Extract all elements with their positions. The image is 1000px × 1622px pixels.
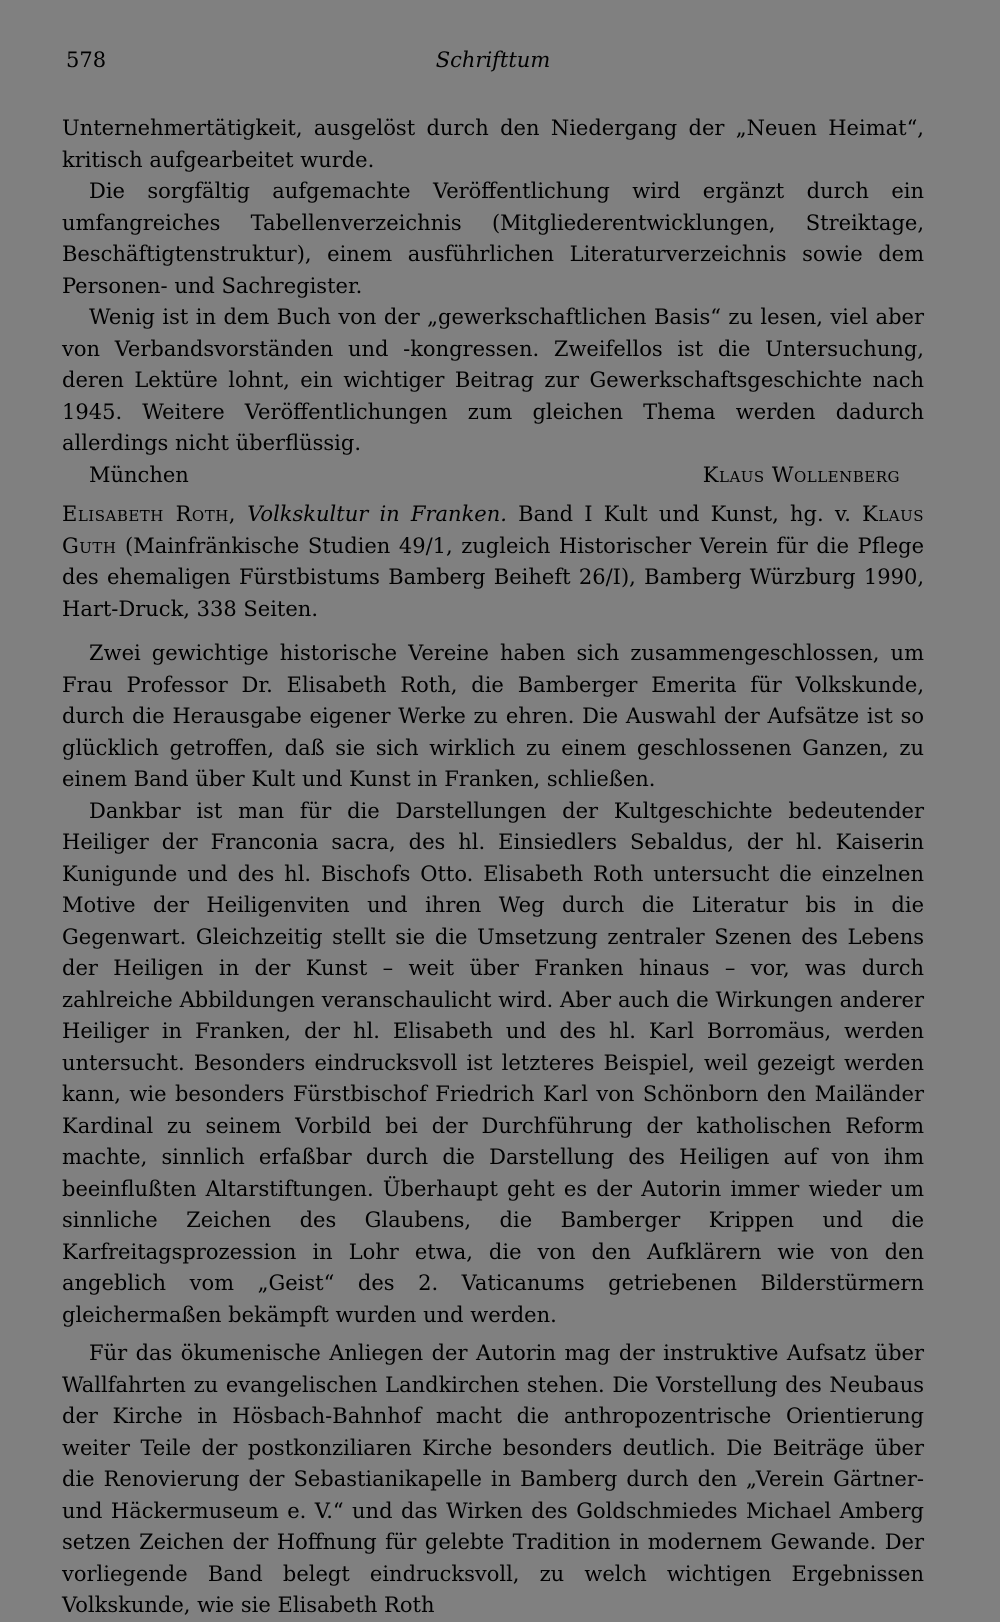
bibliographic-citation [62,499,924,625]
review-wollenberg [62,113,924,491]
page-number: 578 [66,48,107,72]
paragraph: Dankbar ist man für die Darstellungen der Kultgeschichte bedeutender Heiliger der Franconia sacra, des hl. Einsiedlers Sebaldus, der hl. Kaiserin Kunigunde und des hl. Bischofs Otto. Elisabeth Roth untersucht die einzelnen Motive der Heiligenviten und ihren Weg durch die Literatur bis in die Gegenwart. Gleichzeitig stellt sie die Umsetzung zentraler Szenen des Lebens der Heiligen in der Kunst – weit über Franken hinaus – vor, was durch zahlreiche Abbildungen veranschaulicht wird. Aber auch die Wirkungen anderer Heiliger in Franken, der hl. Elisabeth und des hl. Karl Borromäus, werden untersucht. Besonders eindrucksvoll ist letzteres Beispiel, weil gezeigt werden kann, wie besonders Fürstbischof Friedrich Karl von Schönborn den Mailänder Kardinal zu seinem Vorbild bei der Durchführung der katholischen Reform machte, sinnlich erfaßbar durch die Darstellung des Heiligen auf von ihm beeinflußten Altarstiftungen. Überhaupt geht es der Autorin immer wieder um sinnliche Zeichen des Glaubens, die Bamberger Krippen und die Karfreitagsprozession in Lohr etwa, die von den Aufklärern wie von den angeblich vom „Geist“ des 2. Vaticanums getriebenen Bilderstürmern gleichermaßen bekämpft wurden und werden. [62,798,924,1327]
reviewer-name: Klaus Wollenberg [702,462,900,487]
citation-text: Band I Kult und Kunst, hg. v. [506,502,863,526]
paragraph: Wenig ist in dem Buch von der „gewerkschaftlichen Basis“ zu lesen, viel aber von Verbandsvorständen und -kongressen. Zweifellos ist die Untersuchung, deren Lektüre lohnt, ein wichtiger Beitrag zur Gewerkschaftsgeschichte nach 1945. Weitere Veröffentlichungen zum gleichen Thema werden dadurch allerdings nicht überflüssig. [62,305,924,455]
reviewer-place: München [89,462,189,487]
citation-editor: Klaus Guth [62,502,924,558]
paragraph: Die sorgfältig aufgemachte Veröffentlichung wird ergänzt durch ein umfangreiches Tabellenverzeichnis (Mitgliederentwicklungen, Streiktage, Beschäftigtenstruktur), einem ausführlichen Literaturverzeichnis sowie dem Personen- und Sachregister. [62,179,924,298]
citation-text: (Mainfränkische Studien 49/1, zugleich Historischer Verein für die Pflege des ehemaligen Fürstbistums Bamberg Beiheft 26/I), Bamberg Würzburg 1990, Hart-Druck, 338 Seiten. [62,533,924,621]
paragraph: Für das ökumenische Anliegen der Autorin mag der instruktive Aufsatz über Wallfahrten zu evangelischen Landkirchen stehen. Die Vorstellung des Neubaus der Kirche in Hösbach-Bahnhof macht die anthropozentrische Orientierung weiter Teile der postkonziliaren Kirche besonders deutlich. Die Beiträge über die Renovierung der Sebastianikapelle in Bamberg durch den „Verein Gärtner- und Häckermuseum e. V.“ und das Wirken des Goldschmiedes Michael Amberg setzen Zeichen der Hoffnung für gelebte Tradition in modernem Gewande. Der vorliegende Band belegt eindrucksvoll, zu welch wichtigen Ergebnissen Volkskunde, wie sie Elisabeth Roth [62,1341,924,1617]
citation-title: Volkskultur in Franken. [247,502,507,526]
paragraph-continuation: Unternehmertätigkeit, ausgelöst durch den Niedergang der „Neuen Heimat“, kritisch aufgearbeitet wurde. [62,116,924,172]
review-signature [62,460,924,492]
review-roth [62,499,924,1622]
running-head: Schrifttum [435,48,551,72]
paragraph: Zwei gewichtige historische Vereine haben sich zusammengeschlossen, um Frau Professor Dr. Elisabeth Roth, die Bamberger Emerita für Volkskunde, durch die Herausgabe eigener Werke zu ehren. Die Auswahl der Aufsätze ist so glücklich getroffen, daß sie sich wirklich zu einem geschlossenen Ganzen, zu einem Band über Kult und Kunst in Franken, schließen. [62,641,924,791]
citation-author: Elisabeth Roth, [62,502,236,526]
page-header [62,48,924,78]
